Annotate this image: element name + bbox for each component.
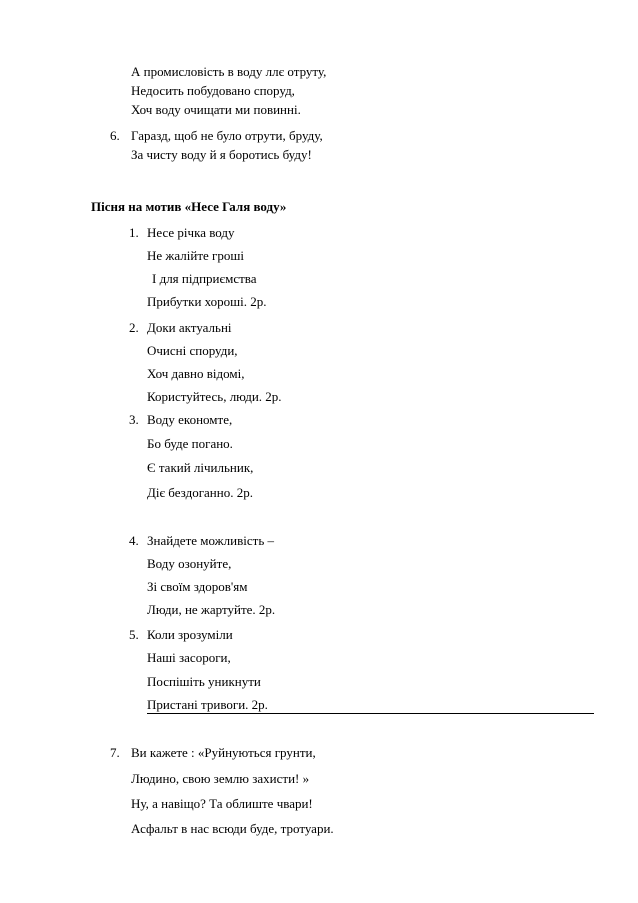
item6-number: 6. — [110, 128, 120, 143]
intro-line-2: Недосить побудовано споруд, — [131, 83, 295, 98]
song-title: Пісня на мотив «Несе Галя воду» — [91, 199, 287, 214]
verse1-line-3: І для підприємства — [152, 271, 257, 286]
verse2-number: 2. — [129, 320, 139, 335]
item6-line-1: Гаразд, щоб не було отрути, бруду, — [131, 128, 323, 143]
verse2-line-3: Хоч давно відомі, — [147, 366, 245, 381]
item7-line-2: Людино, свою землю захисти! » — [131, 771, 310, 786]
verse3-line-4: Діє бездоганно. 2р. — [147, 485, 253, 500]
verse3-number: 3. — [129, 412, 139, 427]
section-divider-line — [147, 713, 594, 714]
verse2-line-1: Доки актуальні — [147, 320, 232, 335]
verse3-line-2: Бо буде погано. — [147, 436, 233, 451]
verse5-line-4: Пристані тривоги. 2р. — [147, 697, 268, 712]
verse4-line-4: Люди, не жартуйте. 2р. — [147, 602, 276, 617]
verse4-line-1: Знайдете можливість – — [147, 533, 274, 548]
item7-line-3: Ну, а навіщо? Та облиште чвари! — [131, 796, 313, 811]
verse4-line-2: Воду озонуйте, — [147, 556, 232, 571]
verse1-line-1: Несе річка воду — [147, 225, 235, 240]
verse1-line-4: Прибутки хороші. 2р. — [147, 294, 267, 309]
verse1-number: 1. — [129, 225, 139, 240]
verse5-line-2: Наші засороги, — [147, 650, 231, 665]
verse3-line-1: Воду економте, — [147, 412, 233, 427]
verse2-line-4: Користуйтесь, люди. 2р. — [147, 389, 282, 404]
item7-number: 7. — [110, 745, 120, 760]
verse5-line-1: Коли зрозуміли — [147, 627, 233, 642]
verse4-number: 4. — [129, 533, 139, 548]
verse3-line-3: Є такий лічильник, — [147, 460, 254, 475]
intro-line-3: Хоч воду очищати ми повинні. — [131, 102, 301, 117]
item7-line-4: Асфальт в нас всюди буде, тротуари. — [131, 821, 334, 836]
item6-line-2: За чисту воду й я боротись буду! — [131, 147, 312, 162]
verse4-line-3: Зі своїм здоров'ям — [147, 579, 248, 594]
verse2-line-2: Очисні споруди, — [147, 343, 238, 358]
intro-line-1: А промисловість в воду ллє отруту, — [131, 64, 327, 79]
item7-line-1: Ви кажете : «Руйнуються грунти, — [131, 745, 316, 760]
verse1-line-2: Не жалійте гроші — [147, 248, 244, 263]
verse5-line-3: Поспішіть уникнути — [147, 674, 261, 689]
verse5-number: 5. — [129, 627, 139, 642]
